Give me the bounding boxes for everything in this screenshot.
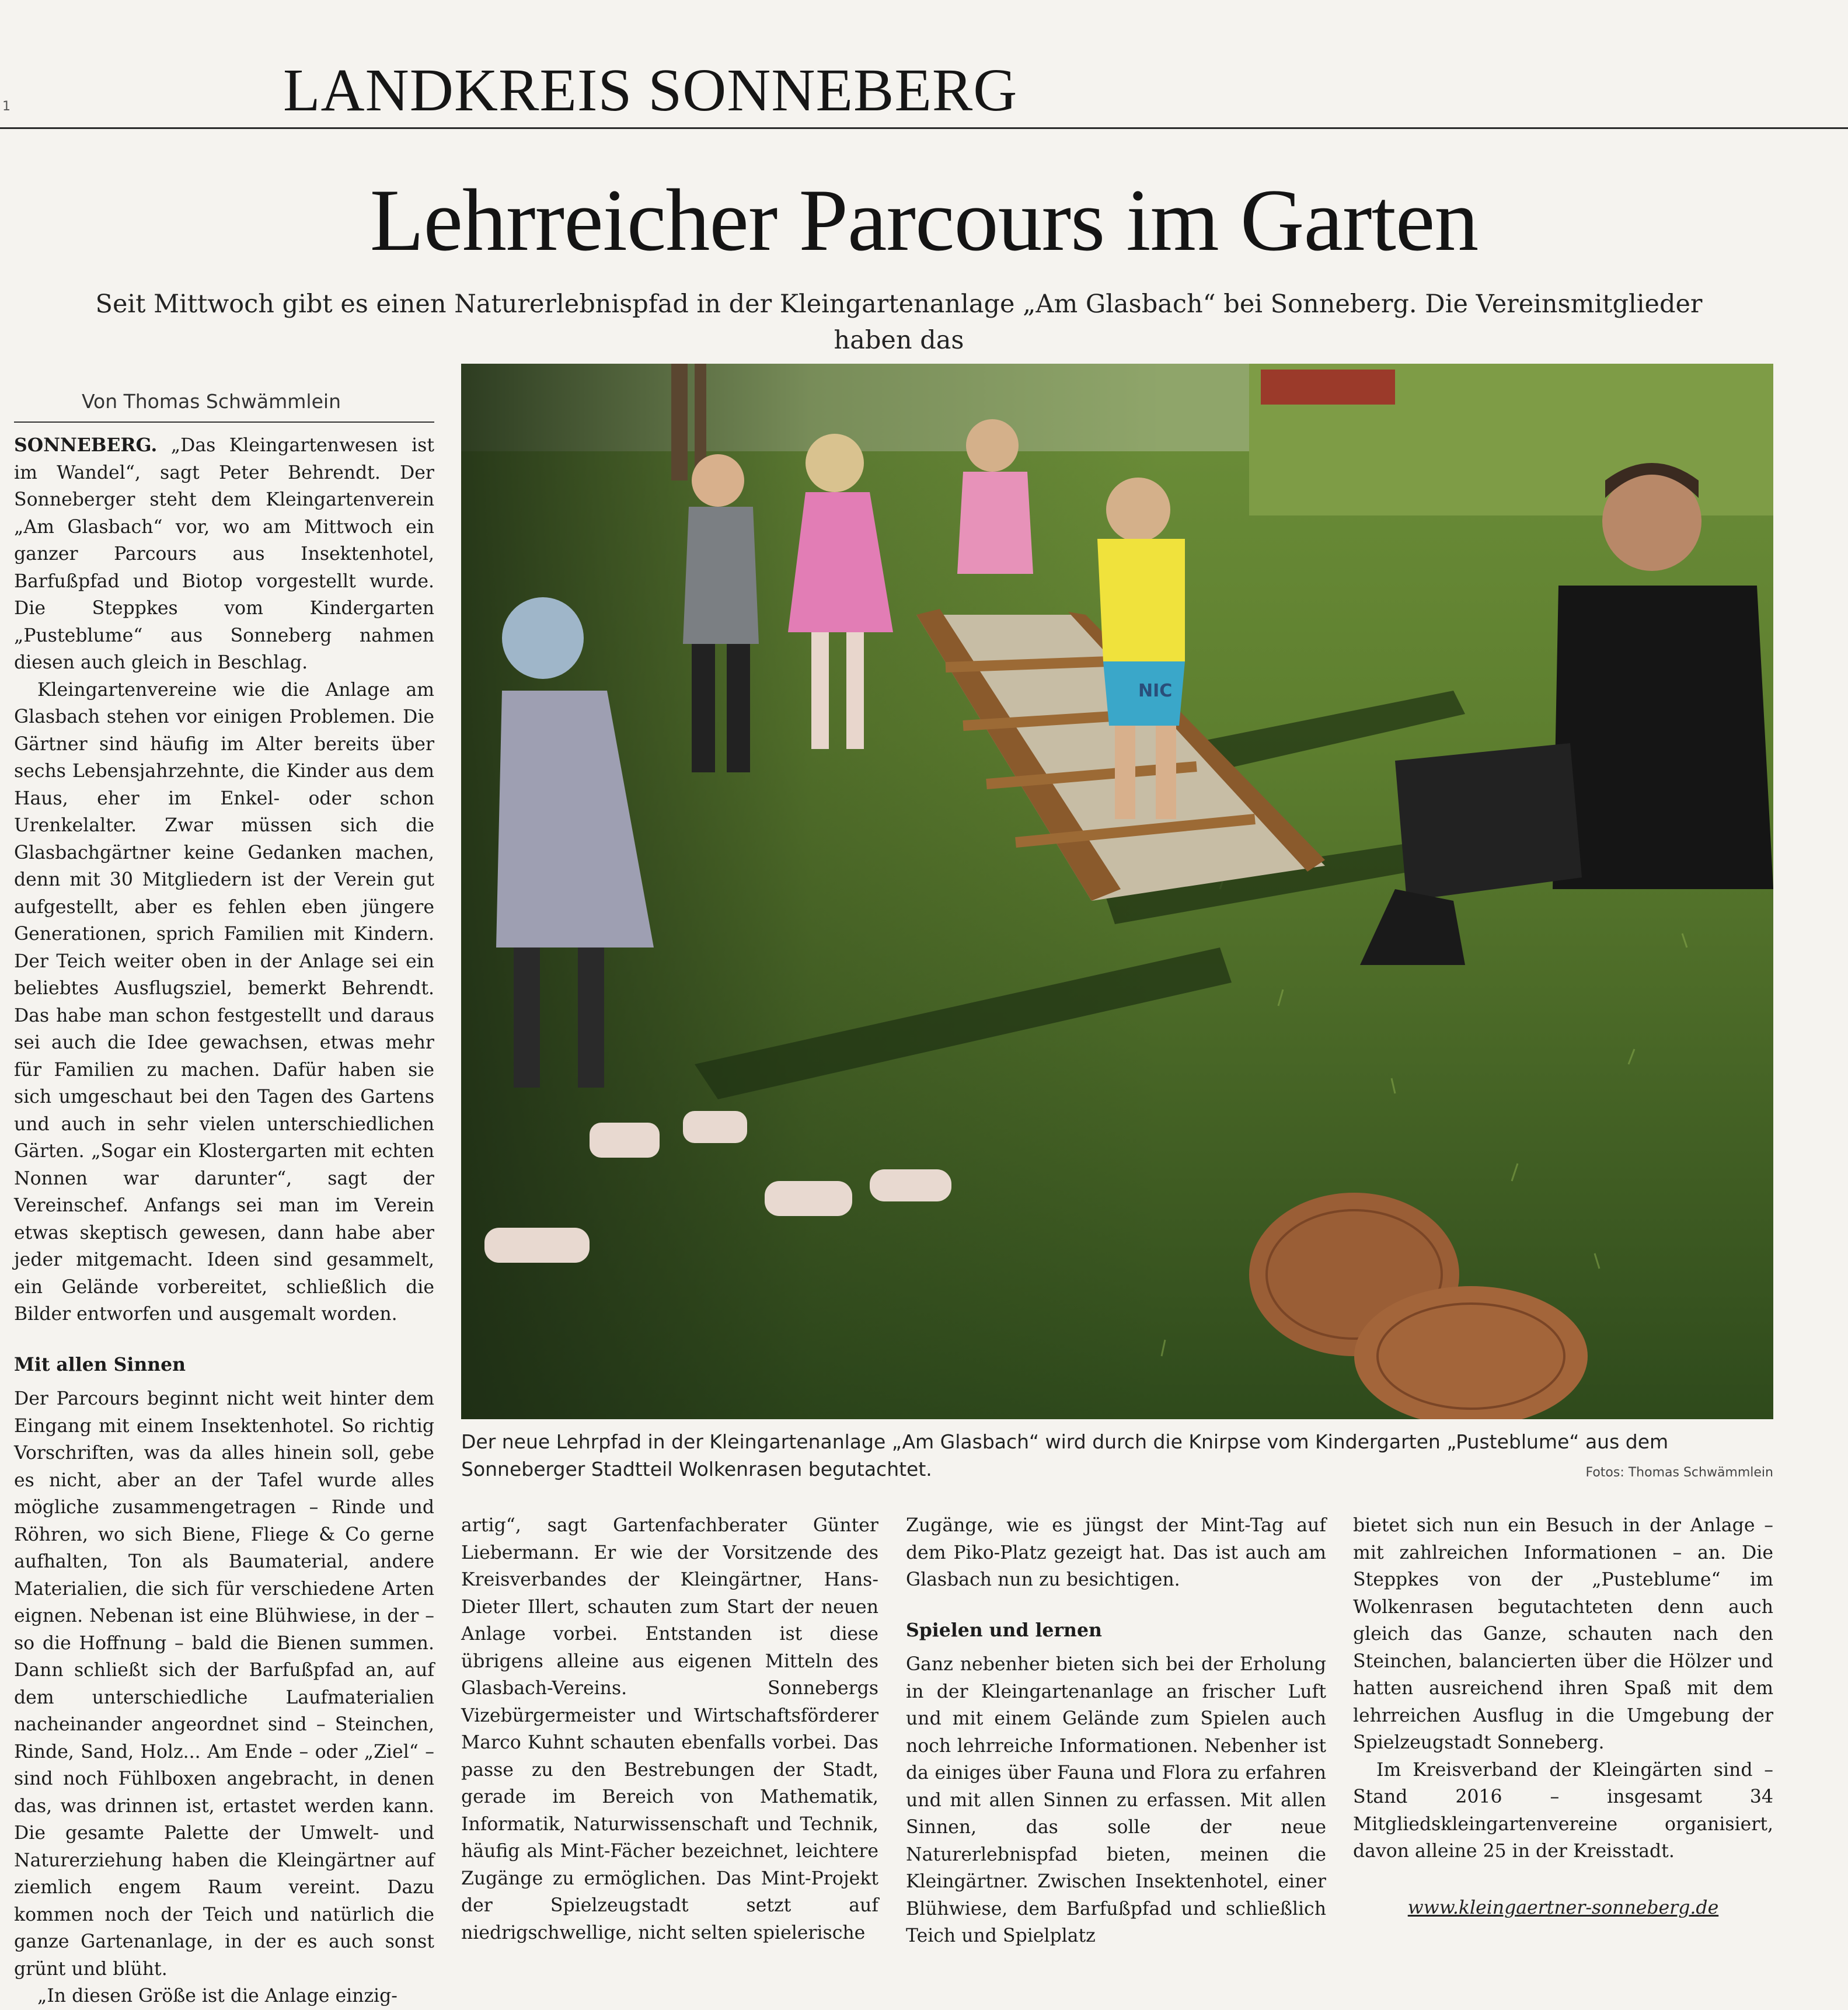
tree-trunk bbox=[671, 364, 688, 480]
shirt-print: NIC bbox=[1138, 681, 1173, 701]
paragraph-1-text: „Das Kleingartenwesen ist im Wandel“, sagt Peter Behrendt. Der Sonneberger steht dem Kleingartenverein „Am Glasbach“ vor, wo am Mittwoch ein ganzer Parcours aus Insektenhotel, Barfußpfad und Biotop vorgestellt wurde. Die Steppkes vom Kindergarten „Pusteblume“ aus Sonneberg nahmen diesen auch gleich in Beschlag. bbox=[14, 435, 435, 673]
column-4-paragraph-1: bietet sich nun ein Besuch in der Anlage – mit zahlreichen Informationen – an. Die Steppkes von der „Pusteblume“ im Wolkenrasen begutachteten denn auch gleich das Ganze, schauten nach den Steinchen, balancierten über die Hölzer und hatten ausreichend ihren Spaß mit dem lehrreichen Ausflug in die Umgebung der Spielzeugstadt Sonneberg. bbox=[1353, 1515, 1773, 1753]
article-column-1 bbox=[14, 432, 434, 2010]
dateline: SONNEBERG. bbox=[14, 434, 158, 456]
article-paragraph-1 bbox=[14, 432, 434, 677]
page-marker: 1 bbox=[2, 99, 11, 114]
section-title: LANDKREIS SONNEBERG bbox=[283, 57, 1018, 124]
website-link[interactable]: www.kleingaertner-sonneberg.de bbox=[1407, 1897, 1719, 1918]
tree-trunk-2 bbox=[695, 364, 706, 469]
column-3-paragraph-1: Zugänge, wie es jüngst der Mint-Tag auf dem Piko-Platz gezeigt hat. Das ist auch am Glasbach nun zu besichtigen. bbox=[906, 1515, 1326, 1590]
article-photo bbox=[461, 364, 1773, 1419]
article-paragraph-3: Der Parcours beginnt nicht weit hinter dem Eingang mit einem Insektenhotel. So richtig Vorschriften, was da alles hinein soll, gebe es nicht, aber an der Tafel wurde alles mögliche zusammengetragen – Rinde und Röhren, wo sich Biene, Fliege & Co gerne aufhalten, Ton als Baumaterial, andere Materialien, die sich für verschiedene Arten eignen. Nebenan ist eine Blühwiese, in der – so die Hoffnung – bald die Bienen summen. Dann schließt sich der Barfußpfad an, auf dem unterschiedliche Laufmaterialien nacheinander angeordnet sind – Steinchen, Rinde, Sand, Holz... Am Ende – oder „Ziel“ – sind noch Fühlboxen angebracht, in denen das, was drinnen ist, ertastet werden kann. Die gesamte Palette der Umwelt- und Naturerziehung haben die Kleingärtner auf ziemlich engem Raum vereint. Dazu kommen noch der Teich und natürlich die ganze Gartenanlage, in der es auch sonst grünt und blüht. bbox=[14, 1388, 434, 1980]
byline: Von Thomas Schwämmlein bbox=[82, 390, 341, 413]
garden-photo-illustration bbox=[461, 364, 1773, 1419]
photo-credit: Fotos: Thomas Schwämmlein bbox=[1585, 1465, 1773, 1480]
photo-caption: Der neue Lehrpfad in der Kleingartenanlage „Am Glasbach“ wird durch die Knirpse vom Kindergarten „Pusteblume“ aus dem Sonneberger Stadtteil Wolkenrasen begutachtet. bbox=[461, 1430, 1669, 1480]
article-paragraph-4-start: „In diesen Größe ist die Anlage einzig- bbox=[37, 1985, 398, 2006]
subheading-mit-allen-sinnen: Mit allen Sinnen bbox=[14, 1353, 186, 1375]
teaser-line-1: Seit Mittwoch gibt es einen Naturerlebnispfad in der Kleingartenanlage „Am Glasbach“ bei Sonneberg. Die Vereinsmitglieder haben das bbox=[95, 290, 1703, 355]
column-4-paragraph-2: Im Kreisverband der Kleingärten sind – Stand 2016 – insgesamt 34 Mitgliedskleingartenvereine organisiert, davon alleine 25 in der Kreisstadt. bbox=[1353, 1759, 1773, 1862]
article-paragraph-2: Kleingartenvereine wie die Anlage am Glasbach stehen vor einigen Problemen. Die Gärtner sind häufig im Alter bereits über sechs Lebensjahrzehnte, die Kinder aus dem Haus, eher im Enkel- oder schon Urenkelalter. Zwar müssen sich die Glasbachgärtner keine Gedanken machen, denn mit 30 Mitgliedern ist der Verein gut aufgestellt, aber es fehlen eben jüngere Generationen, sprich Familien mit Kindern. Der Teich weiter oben in der Anlage sei ein beliebtes Ausflugsziel, bemerkt Behrendt. Das habe man schon festgestellt und daraus sei auch die Idee gewachsen, etwas mehr für Familien zu machen. Dafür haben sie sich umgeschaut bei den Tagen des Gartens und auch in sehr vielen unterschiedlichen Gärten. „Sogar ein Klostergarten mit echten Nonnen war darunter“, sagt der Vereinschef. Anfangs sei man im Verein etwas skeptisch gewesen, dann habe aber jeder mitgemacht. Ideen sind gesammelt, ein Gelände vorbereitet, schließlich die Bilder entworfen und ausgemalt worden. bbox=[14, 679, 434, 1325]
article-column-4 bbox=[1353, 1512, 1773, 1921]
subheading-spielen-und-lernen: Spielen und lernen bbox=[906, 1619, 1102, 1641]
headline: Lehrreicher Parcours im Garten bbox=[369, 171, 1479, 269]
article-column-3 bbox=[906, 1512, 1326, 1950]
article-column-2 bbox=[461, 1512, 878, 1946]
column-2-text: artig“, sagt Gartenfachberater Günter Liebermann. Er wie der Vorsitzende des Kreisverbandes der Kleingärtner, Hans-Dieter Illert, schauten zum Start der neuen Anlage vorbei. Entstanden ist diese übrigens alleine aus eigenen Mitteln des Glasbach-Vereins. Sonnebergs Vizebürgermeister und Wirtschaftsförderer Marco Kuhnt schauten ebenfalls vorbei. Das passe zu den Bestrebungen der Stadt, gerade im Bereich von Mathematik, Informatik, Naturwissenschaft und Technik, häufig als Mint-Fächer bezeichnet, leichtere Zugänge zu ermöglichen. Das Mint-Projekt der Spielzeugstadt setzt auf niedrigschwellige, nicht selten spielerische bbox=[461, 1515, 878, 1943]
bench bbox=[1261, 370, 1395, 405]
section-rule bbox=[0, 127, 1848, 129]
byline-rule bbox=[14, 421, 434, 423]
column-3-paragraph-2: Ganz nebenher bieten sich bei der Erholung in der Kleingartenanlage an frischer Luft und mit einem Gelände zum Spielen auch noch lehrreiche Informationen. Nebenher ist da einiges über Fauna und Flora zu erfahren und mit allen Sinnen zu erfassen. Mit allen Sinnen, das solle der neue Naturerlebnispfad bieten, meinen die Kleingärtner. Zwischen Insektenhotel, einer Blühwiese, dem Barfußpfad und schließlich Teich und Spielplatz bbox=[906, 1654, 1326, 1946]
